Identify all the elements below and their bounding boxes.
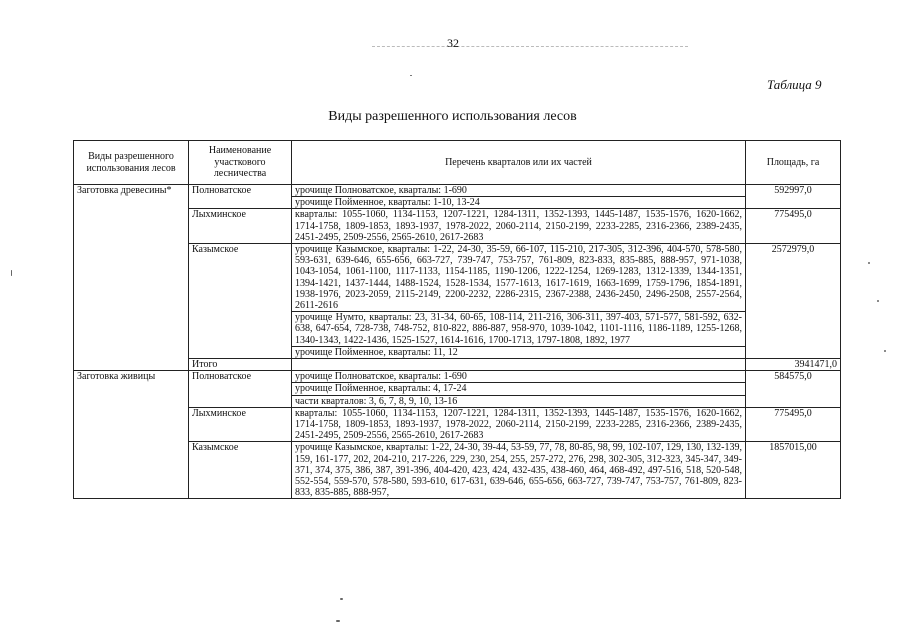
area-cell: 775495,0 <box>746 407 841 442</box>
header-quarters: Перечень кварталов или их частей <box>292 141 746 185</box>
area-cell: 584575,0 <box>746 371 841 408</box>
scan-speck <box>884 350 886 352</box>
area-cell: 1857015,00 <box>746 442 841 499</box>
area-cell: 592997,0 <box>746 185 841 209</box>
header-area: Площадь, га <box>746 141 841 185</box>
quarters-cell: урочище Пойменное, кварталы: 4, 17-24 <box>292 383 746 395</box>
table-row <box>74 442 841 499</box>
total-empty-cell <box>292 359 746 371</box>
scan-speck <box>340 598 343 600</box>
total-area: 3941471,0 <box>746 359 841 371</box>
page-number: 32 <box>447 36 459 50</box>
scan-speck <box>336 620 340 622</box>
area-cell: 775495,0 <box>746 209 841 244</box>
district-cell: Лыхминское <box>189 209 292 244</box>
quarters-cell: урочище Пойменное, кварталы: 1-10, 13-24 <box>292 197 746 209</box>
quarters-cell: кварталы: 1055-1060, 1134-1153, 1207-1221, 1284-1311, 1352-1393, 1445-1487, 1535-1576, 1620-1662, 1714-1758, 1809-1853, 1893-1937, 1978-2022, 2060-2114, 2150-2199, 2233-2285, 2316-2366, 2389-2435, 2451-2495, 2509-2556, 2565-2610, 2617-2683 <box>292 209 746 244</box>
quarters-cell: урочище Полноватское, кварталы: 1-690 <box>292 371 746 383</box>
area-cell: 2572979,0 <box>746 244 841 359</box>
forest-use-table <box>73 140 841 499</box>
quarters-cell: урочище Казымское, кварталы: 1-22, 24-30, 39-44, 53-59, 77, 78, 80-85, 98, 99, 102-107, 129, 130, 132-139, 159, 161-177, 202, 204-210, 217-226, 229, 230, 254, 255, 257-272, 276, 298, 302-305, 312-323, 345-347, 349-371, 374, 375, 386, 387, 391-396, 404-420, 423, 424, 432-435, 438-460, 464, 468-492, 497-516, 518, 520-548, 552-554, 559-570, 578-580, 593-610, 617-631, 639-646, 655-656, 663-727, 739-747, 753-757, 761-809, 823-833, 835-885, 888-957, <box>292 442 746 499</box>
quarters-cell: урочище Казымское, кварталы: 1-22, 24-30, 35-59, 66-107, 115-210, 217-305, 312-396, 404-570, 578-580, 593-631, 639-646, 655-656, 663-727, 739-747, 753-757, 761-809, 823-833, 835-885, 888-957, 971-1038, 1043-1054, 1061-1100, 1117-1133, 1154-1185, 1190-1206, 1222-1254, 1269-1283, 1312-1339, 1344-1351, 1394-1421, 1437-1444, 1488-1524, 1528-1534, 1577-1613, 1617-1619, 1663-1699, 1759-1796, 1854-1891, 1938-1976, 2023-2059, 2115-2149, 2200-2232, 2286-2315, 2367-2388, 2436-2450, 2496-2508, 2557-2564, 2611-2616 <box>292 244 746 312</box>
document-title: Виды разрешенного использования лесов <box>328 109 577 124</box>
quarters-cell: урочище Пойменное, кварталы: 11, 12 <box>292 346 746 358</box>
scan-speck <box>868 262 870 264</box>
header-use-type: Виды разрешенного использования лесов <box>74 141 189 185</box>
use-type-cell: Заготовка живицы <box>74 371 189 499</box>
district-cell: Казымское <box>189 244 292 359</box>
district-cell: Казымское <box>189 442 292 499</box>
table-row <box>74 407 841 442</box>
table-row <box>74 244 841 312</box>
quarters-cell: кварталы: 1055-1060, 1134-1153, 1207-1221, 1284-1311, 1352-1393, 1445-1487, 1535-1576, 1620-1662, 1714-1758, 1809-1853, 1893-1937, 1978-2022, 2060-2114, 2150-2199, 2233-2285, 2316-2366, 2389-2435, 2451-2495, 2509-2556, 2565-2610, 2617-2683 <box>292 407 746 442</box>
scan-speck <box>11 270 12 276</box>
quarters-cell: урочище Нумто, кварталы: 23, 31-34, 60-65, 108-114, 211-216, 306-311, 397-403, 571-577, 581-592, 632-638, 647-654, 728-738, 748-752, 810-822, 886-887, 958-970, 1039-1042, 1101-1116, 1186-1189, 1255-1268, 1340-1343, 1422-1436, 1525-1527, 1614-1616, 1700-1713, 1797-1808, 1892, 1977 <box>292 312 746 347</box>
table-label: Таблица 9 <box>767 77 822 92</box>
table-row <box>74 209 841 244</box>
district-cell: Полноватское <box>189 371 292 408</box>
quarters-cell: части кварталов: 3, 6, 7, 8, 9, 10, 13-16 <box>292 395 746 407</box>
district-cell: Полноватское <box>189 185 292 209</box>
table-row <box>74 185 841 197</box>
header-district: Наименование участкового лесничества <box>189 141 292 185</box>
use-type-cell: Заготовка древесины* <box>74 185 189 371</box>
header-dash-line <box>372 46 688 47</box>
table-row <box>74 371 841 383</box>
scan-speck <box>877 300 879 302</box>
quarters-cell: урочище Полноватское, кварталы: 1-690 <box>292 185 746 197</box>
scan-speck <box>410 75 412 76</box>
district-cell: Лыхминское <box>189 407 292 442</box>
table-header-row <box>74 141 841 185</box>
total-label: Итого <box>189 359 292 371</box>
total-row <box>74 359 841 371</box>
